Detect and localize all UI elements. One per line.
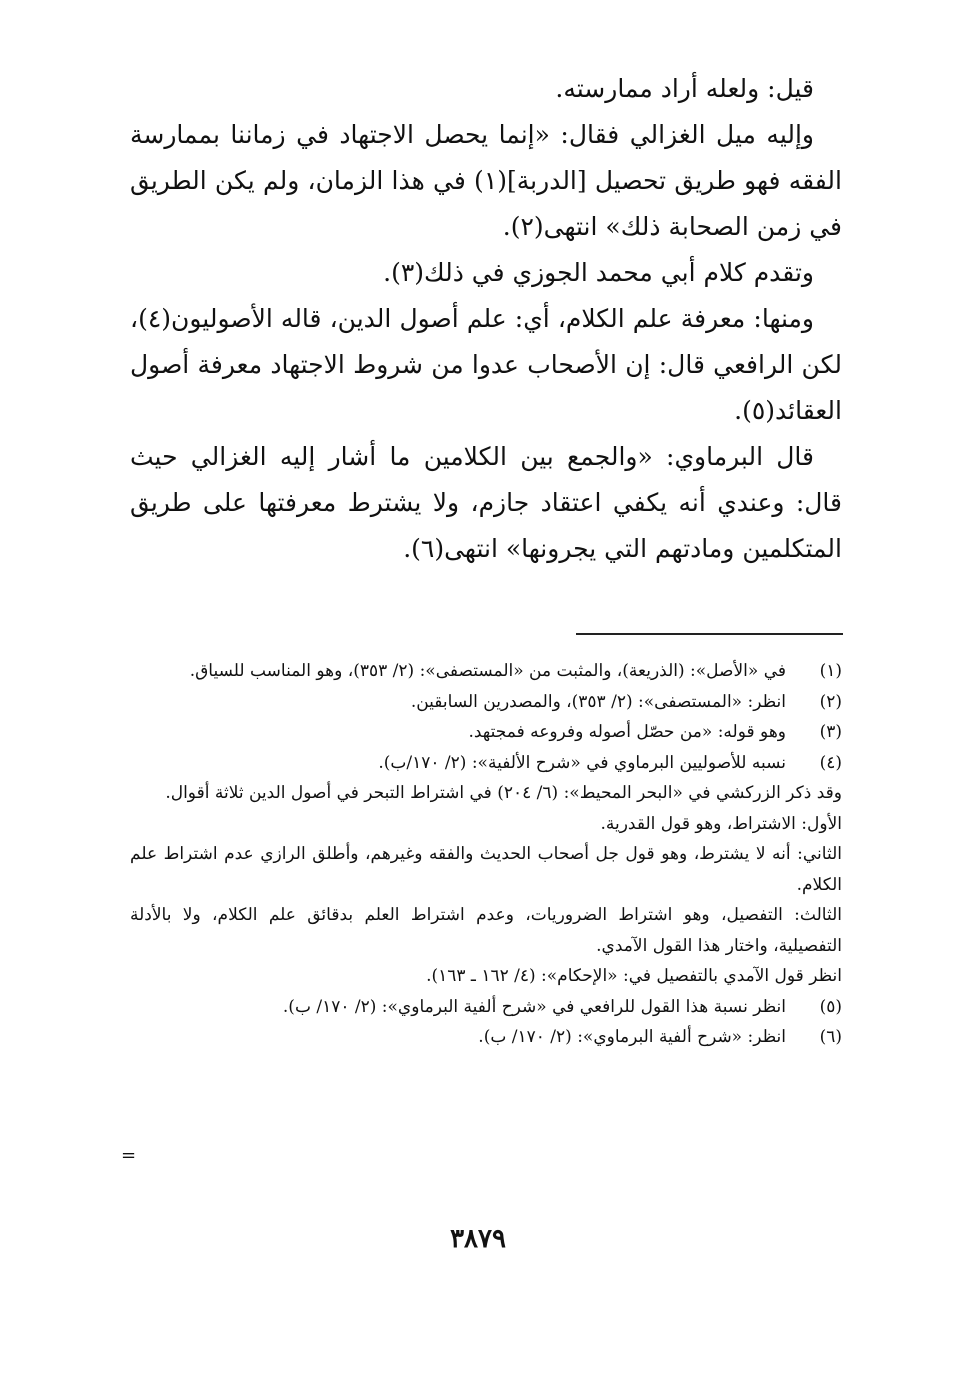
footnote-6 [130, 1022, 842, 1053]
footnote-1 [130, 656, 842, 687]
page-number: ٣٨٧٩ [450, 1224, 506, 1254]
footnote-text: وهو قوله: «من حصّل أصوله وفروعه فمجتهد. [468, 722, 786, 742]
continuation-mark: = [121, 1145, 137, 1166]
footnote-4-continuation-1: وقد ذكر الزركشي في «البحر المحيط»: (٦/ ٢٠٤) في اشتراط التبحر في أصول الدين ثلاثة أقوال. [165, 783, 842, 803]
body-paragraph-1: قيل: ولعله أراد ممارسته. [555, 74, 814, 103]
footnote-3 [130, 717, 842, 748]
footnote-number: (٦) [819, 1027, 842, 1047]
footnote-number: (٢) [819, 691, 842, 712]
footnote-4-continuation-4: الثالث: التفصيل، وهو اشتراط الضروريات، وعدم اشتراط العلم بدقائق علم الكلام، ولا بالأدلة التفصيلية، واختار هذا القول الآمدي. [130, 905, 842, 956]
footnote-4-continuation-5: انظر قول الآمدي بالتفصيل في: «الإحكام»: (٤/ ١٦٢ ـ ١٦٣). [426, 966, 842, 986]
footnote-text: انظر: «المستصفى»: (٢/ ٣٥٣)، والمصدرين السابقين. [410, 691, 786, 712]
footnote-4-continuation-2: الأول: الاشتراط، وهو قول القدرية. [600, 813, 842, 834]
body-paragraph-5: قال البرماوي: «والجمع بين الكلامين ما أشار إليه الغزالي حيث قال: وعندي أنه يكفي اعتقاد جازم، ولا يشترط معرفتها على طريق المتكلمين ومادتهم التي يجرونها» انتهى(٦). [130, 442, 842, 563]
footnote-text: انظر نسبة هذا القول للرافعي في «شرح ألفية البرماوي»: (٢/ ١٧٠/ ب). [282, 996, 786, 1017]
footnote-4-continuation-3: الثاني: أنه لا يشترط، وهو قول جل أصحاب الحديث والفقه وغيرهم، وأطلق الرازي عدم اشتراط علم الكلام. [130, 844, 842, 895]
footnote-number: (٥) [819, 996, 842, 1017]
footnote-number: (٣) [819, 722, 842, 742]
footnote-text: انظر: «شرح ألفية البرماوي»: (٢/ ١٧٠/ ب). [478, 1027, 786, 1047]
footnote-divider [576, 633, 843, 635]
footnotes [130, 656, 842, 1053]
footnote-number: (١) [819, 661, 842, 681]
footnote-text: نسبه للأصوليين البرماوي في «شرح الألفية»: (٢/ ١٧٠/ب). [378, 752, 786, 773]
footnote-4 [130, 748, 842, 779]
body-paragraph-3: وتقدم كلام أبي محمد الجوزي في ذلك(٣). [383, 258, 814, 287]
footnote-2 [130, 687, 842, 718]
body-paragraph-4: ومنها: معرفة علم الكلام، أي: علم أصول الدين، قاله الأصوليون(٤)، لكن الرافعي قال: إن الأصحاب عدوا من شروط الاجتهاد معرفة أصول العقائد(٥). [130, 304, 842, 425]
footnote-number: (٤) [819, 752, 842, 773]
footnote-text: في «الأصل»: (الذريعة)، والمثبت من «المستصفى»: (٢/ ٣٥٣)، وهو المناسب للسياق. [189, 661, 786, 681]
main-text [130, 66, 842, 572]
body-paragraph-2: وإليه ميل الغزالي فقال: «إنما يحصل الاجتهاد في زماننا بممارسة الفقه فهو طريق تحصيل [الدربة](١) في هذا الزمان، ولم يكن الطريق في زمن الصحابة ذلك» انتهى(٢). [130, 120, 842, 241]
footnote-5 [130, 992, 842, 1023]
